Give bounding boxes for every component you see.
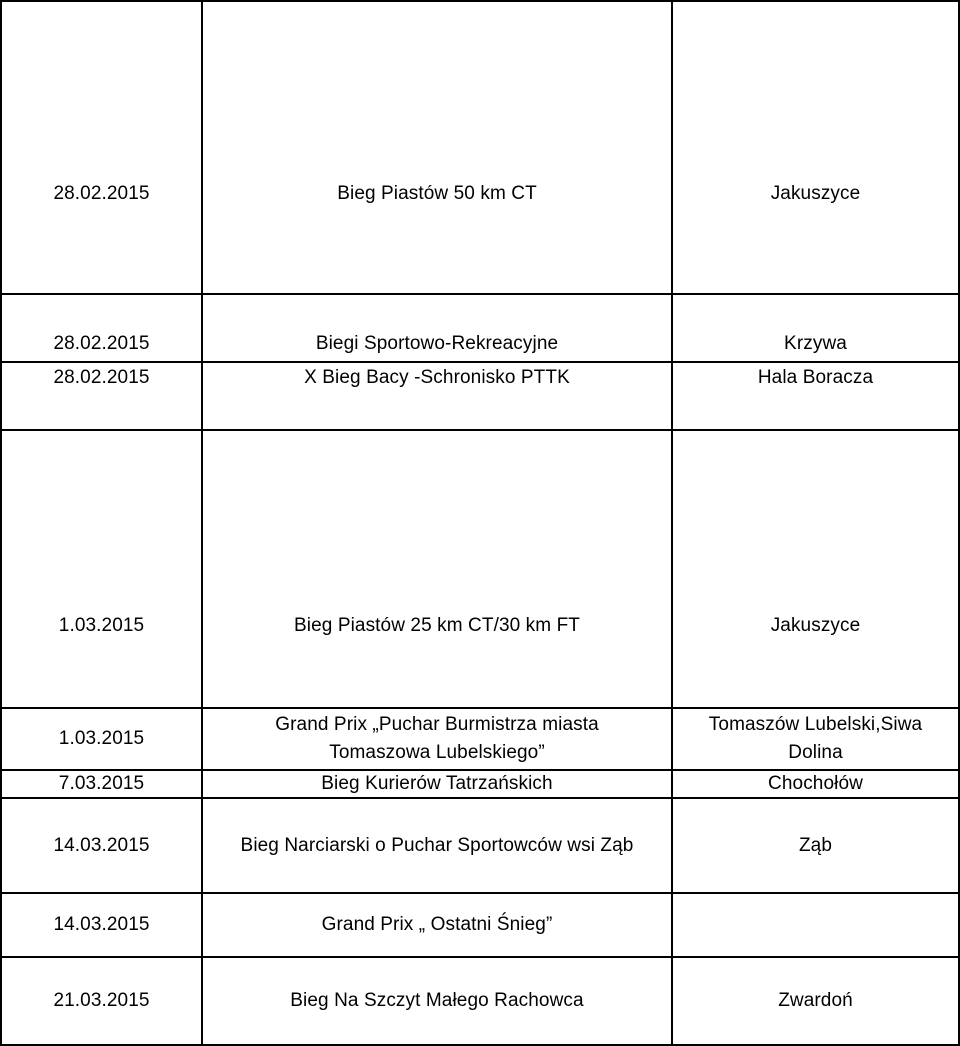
event-cell: Bieg Piastów 25 km CT/30 km FT — [202, 430, 672, 708]
date-cell: 1.03.2015 — [1, 708, 202, 770]
date-cell: 28.02.2015 — [1, 362, 202, 430]
place-line: Dolina — [788, 742, 843, 763]
event-cell: X Bieg Bacy -Schronisko PTTK — [202, 362, 672, 430]
table-row — [1, 430, 959, 708]
place-cell — [672, 708, 959, 770]
place-cell: Krzywa — [672, 294, 959, 362]
table-row — [1, 294, 959, 362]
place-cell: Hala Boracza — [672, 362, 959, 430]
place-cell — [672, 893, 959, 957]
event-line: Tomaszowa Lubelskiego” — [329, 742, 545, 763]
date-cell: 21.03.2015 — [1, 957, 202, 1045]
table-row — [1, 708, 959, 770]
event-cell: Grand Prix „ Ostatni Śnieg” — [202, 893, 672, 957]
event-cell: Bieg Na Szczyt Małego Rachowca — [202, 957, 672, 1045]
table-row — [1, 362, 959, 430]
table-row — [1, 770, 959, 798]
place-cell: Jakuszyce — [672, 430, 959, 708]
event-cell: Bieg Kurierów Tatrzańskich — [202, 770, 672, 798]
table-row — [1, 798, 959, 893]
date-cell: 7.03.2015 — [1, 770, 202, 798]
place-cell: Chochołów — [672, 770, 959, 798]
date-cell: 1.03.2015 — [1, 430, 202, 708]
event-cell: Bieg Piastów 50 km CT — [202, 1, 672, 294]
place-cell: Jakuszyce — [672, 1, 959, 294]
table-row — [1, 957, 959, 1045]
date-cell: 14.03.2015 — [1, 798, 202, 893]
place-cell: Ząb — [672, 798, 959, 893]
table-row — [1, 1, 959, 294]
event-cell: Bieg Narciarski o Puchar Sportowców wsi Ząb — [202, 798, 672, 893]
place-cell: Zwardoń — [672, 957, 959, 1045]
date-cell: 28.02.2015 — [1, 294, 202, 362]
event-cell: Biegi Sportowo-Rekreacyjne — [202, 294, 672, 362]
event-line: Grand Prix „Puchar Burmistrza miasta — [275, 714, 599, 735]
date-cell: 14.03.2015 — [1, 893, 202, 957]
place-line: Tomaszów Lubelski,Siwa — [708, 714, 923, 735]
table-row — [1, 893, 959, 957]
date-cell: 28.02.2015 — [1, 1, 202, 294]
event-cell — [202, 708, 672, 770]
